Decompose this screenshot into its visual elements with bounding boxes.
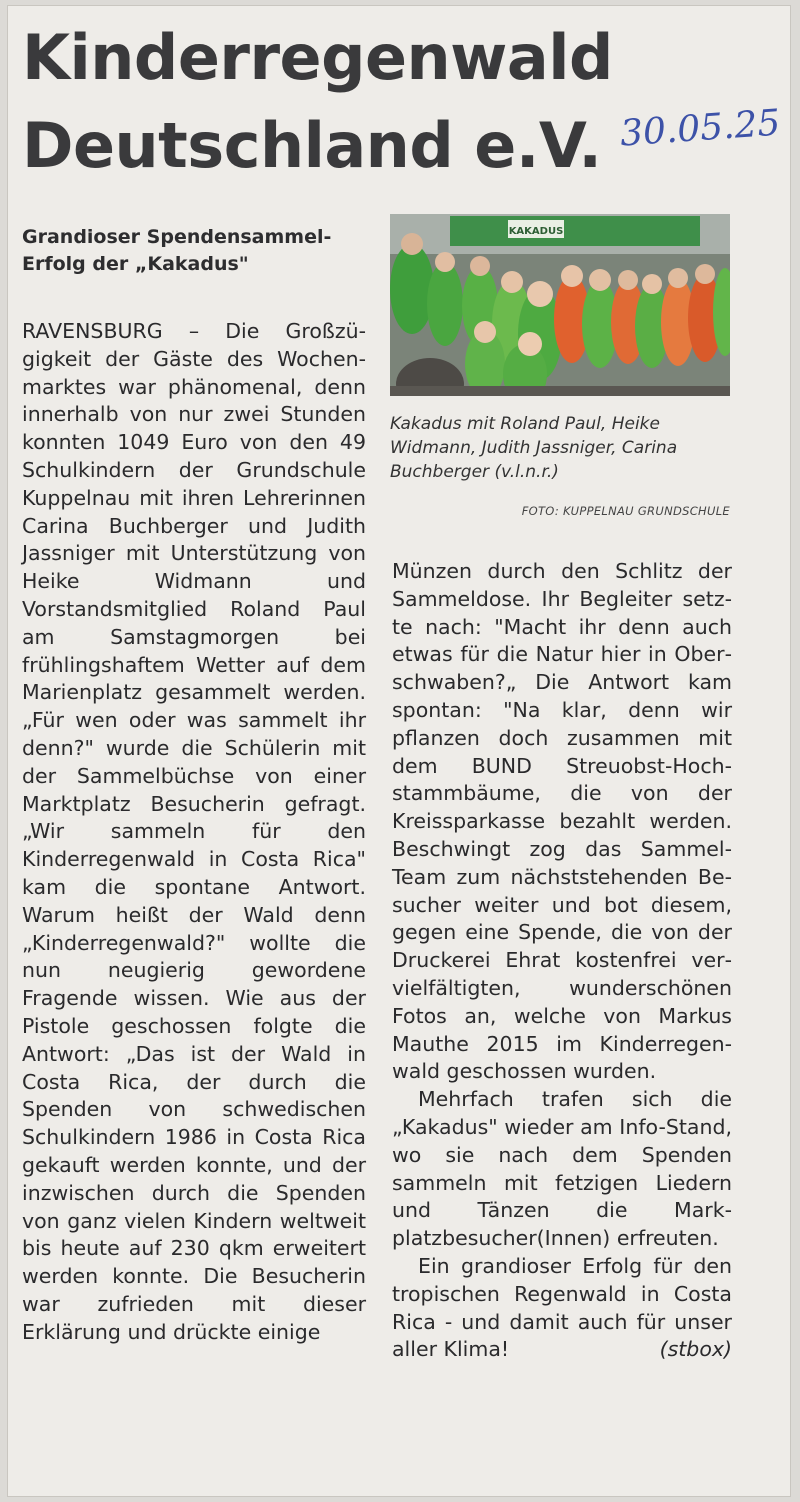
article-column-right [392, 558, 732, 1364]
author-signature: (stbox) [659, 1337, 732, 1362]
article-column-left [22, 318, 366, 1346]
subheadline [22, 224, 364, 278]
paragraph-text: Ein grandioser Erfolg für den tropischen Regenwald in Costa Rica - und damit auch für unser aller Klima! [392, 1253, 732, 1362]
subhead-line-2: Erfolg der „Kakadus" [22, 253, 249, 275]
group-photo [390, 214, 730, 396]
photo-caption: Kakadus mit Roland Paul, Heike Widmann, Judith Jassniger, Carina Buchberger (v.l.n.r.) [390, 414, 678, 482]
headline-line-2: Deutschland e.V. [22, 109, 602, 182]
banner-text: KAKADUS [508, 226, 564, 237]
headline-line-1: Kinderregenwald [22, 21, 613, 94]
group-photo-illustration [390, 214, 730, 396]
paragraph: Mehrfach trafen sich die „Kakadus" wieder am Info-Stand, wo sie nach dem Spenden sammeln mit fetzigen Liedern und Tänzen die Markplatzbesucher(Innen) erfreuten. [392, 1087, 732, 1251]
photo-credit: FOTO: KUPPELNAU GRUNDSCHULE [521, 504, 730, 518]
paragraph: RAVENSBURG – Die Großzügigkeit der Gäste des Wochenmarktes war phänomenal, denn innerhalb von nur zwei Stunden konnten 1049 Euro von den 49 Schulkindern der Grundschule Kuppelnau mit ihren Lehrerinnen Carina Buchberger und Judith Jassniger mit Unterstützung von Heike Widmann und Vorstandsmitglied Roland Paul am Samstagmorgen bei frühlingshaftem Wetter auf dem Marienplatz gesammelt werden. „Für wen oder was sammelt ihr denn?" wurde die Schülerin mit der Sammelbüchse von einer Marktplatz Besucherin gefragt. „Wir sammeln für den Kinderregenwald in Costa Rica" kam die spontane Antwort. Warum heißt der Wald denn „Kinderregenwald?" wollte die nun neugierig gewordene Fragende wissen. Wie aus der Pistole geschossen folgte die Antwort: „Das ist der Wald in Costa Rica, der durch die Spenden von schwedischen Schulkindern 1986 in Costa Rica gekauft werden konnte, und der inzwischen durch die Spenden von ganz vielen Kindern weltweit bis heute auf 230 qkm erweitert werden konnte. Die Besucherin war zufrieden mit dieser Erklärung und drückte einige [22, 319, 366, 1344]
subhead-line-1: Grandioser Spendensammel- [22, 226, 332, 248]
paragraph: Münzen durch den Schlitz der Sammeldose. Ihr Begleiter setzte nach: "Macht ihr denn auch etwas für die Natur hier in Oberschwaben?„ Die Antwort kam spontan: "Na klar, denn wir pflanzen doch zusammen mit dem BUND Streuobst-Hochstammbäume, die von der Kreissparkasse bezahlt werden. Beschwingt zog das Sammel-Team zum nächststehenden Besucher weiter und bot diesem, gegen eine Spende, die von der Druckerei Ehrat kostenfrei vervielfältigten, wunderschönen Fotos an, welche von Markus Mauthe 2015 im Kinderregenwald geschossen wurden. [392, 559, 732, 1084]
headline [22, 14, 613, 190]
newspaper-clipping [8, 6, 790, 1496]
paragraph [392, 1253, 732, 1364]
handwritten-date: 30.05.25 [618, 102, 782, 155]
